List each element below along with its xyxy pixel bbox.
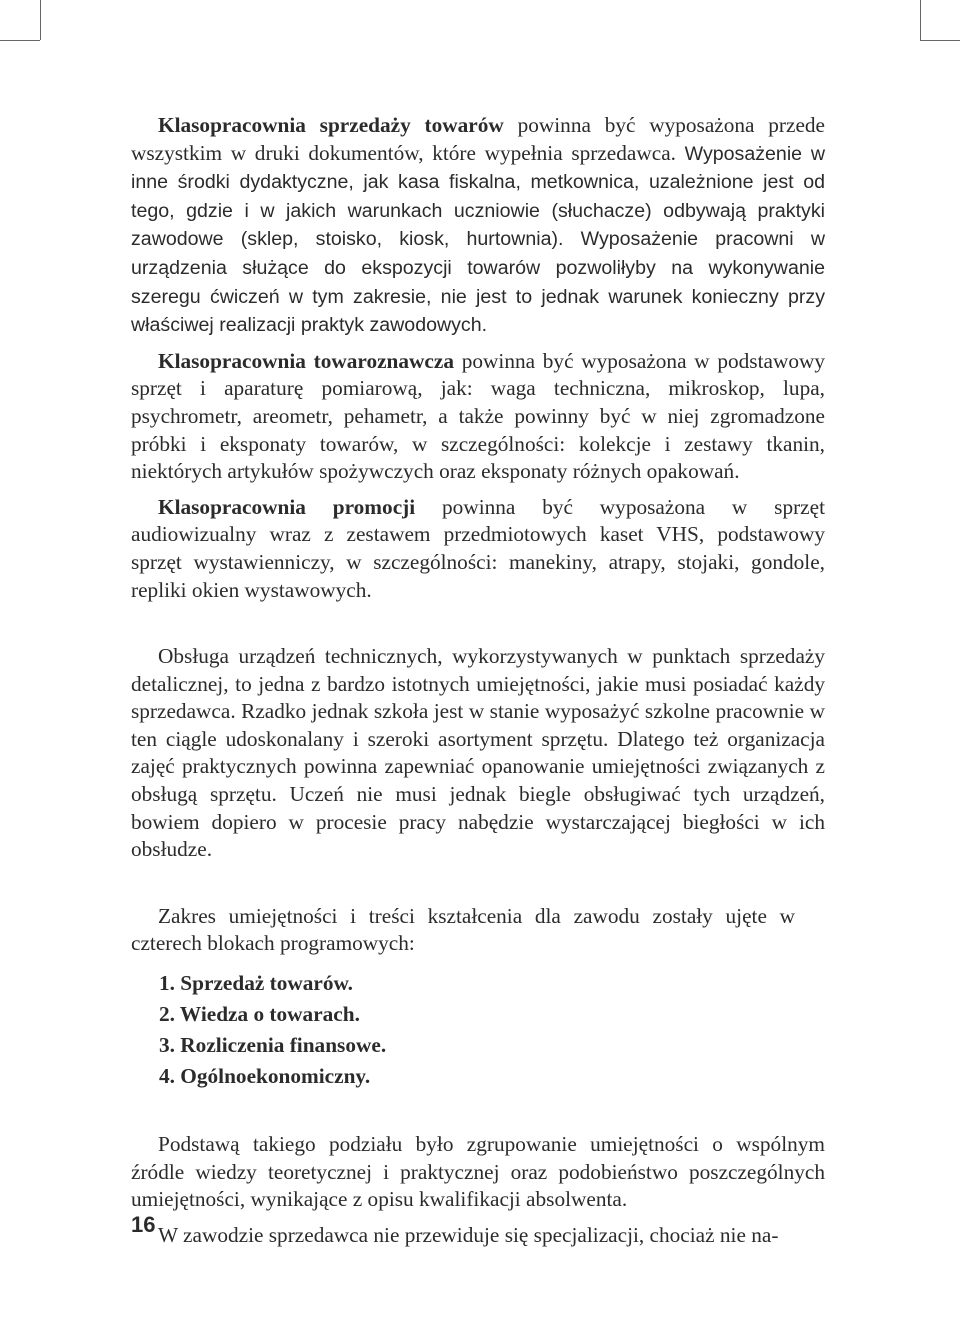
heading-sales-classroom: Klasopracownia sprzedaży towarów <box>158 113 504 137</box>
program-blocks-list <box>131 968 825 1092</box>
page-number: 16 <box>131 1212 156 1237</box>
paragraph-specialization: W zawodzie sprzedawca nie przewiduje się specjalizacji, chociaż nie na- <box>158 1222 779 1247</box>
commodity-classroom-text: powinna być wyposażona w podstawowy sprzęt i aparaturę pomiarową, jak: waga techniczna, mikroskop, lupa, psychrometr, areometr, pehametr, a także powinny być w niej zgromadzone próbki i eksponaty towarów, w szczególności: kolekcje i zestawy tkanin, niektórych artykułów spożywczych oraz eksponaty różnych opakowań. <box>131 348 826 484</box>
crop-mark-top-right-vertical <box>920 0 921 40</box>
heading-commodity-classroom: Klasopracownia towaroznawcza <box>158 348 454 373</box>
list-item: 3. Rozliczenia finansowe. <box>159 1033 387 1058</box>
paragraph-division-basis: Podstawą takiego podziału było zgrupowanie umiejętności o wspólnym źródle wiedzy teoretycznej i praktycznej oraz podobieństwo poszczególnych umiejętności, wynikające z opisu kwalifikacji absolwenta. <box>131 1132 825 1212</box>
sales-classroom-equipment-text: Wyposażenie w inne środki dydaktyczne, jak kasa fiskalna, metkownica, uzależnione jest od tego, gdzie i w jakich warunkach uczniowie (słuchacze) odbywają praktyki zawodowe (sklep, stoisko, kiosk, hurtownia). Wyposażenie pracowni w urządzenia służące do ekspozycji towarów pozwoliłyby na wykonywanie szeregu ćwiczeń w tym zakresie, nie jest to jednak warunek konieczny przy właściwej realizacji praktyk zawodowych. <box>131 142 825 337</box>
paragraph-commodity-classroom <box>131 348 825 486</box>
list-item: 2. Wiedza o towarach. <box>159 1002 360 1027</box>
paragraph-technical-devices: Obsługa urządzeń technicznych, wykorzystywanych w punktach sprzedaży detalicznej, to jedna z bardzo istotnych umiejętności, jakie musi posiadać każdy sprzedawca. Rzadko jednak szkoła jest w stanie wyposażyć szkolne pracownie w ten ciągle udoskonalany i szeroki asortyment sprzętu. Dlatego też organizacja zajęć praktycznych powinna zapewniać opanowanie umiejętności związanych z obsługą sprzętu. Uczeń nie musi jednak biegle obsługiwać tych urządzeń, bowiem dopiero w procesie pracy nabędzie wystarczającej biegłości w ich obsłudze. <box>131 644 825 862</box>
crop-mark-top-right-horizontal <box>920 40 960 41</box>
crop-mark-top-left-horizontal <box>0 40 40 41</box>
paragraph-curriculum-scope: Zakres umiejętności i treści kształcenia dla zawodu zostały ujęte w czterech blokach programowych: <box>131 903 795 956</box>
paragraph-promotion-classroom <box>131 494 825 604</box>
crop-mark-top-left-vertical <box>40 0 41 40</box>
paragraph-sales-classroom <box>131 112 825 340</box>
list-item: 1. Sprzedaż towarów. <box>159 971 354 996</box>
page-body <box>131 112 825 1249</box>
heading-promotion-classroom: Klasopracownia promocji <box>158 494 416 519</box>
promotion-classroom-text: powinna być wyposażona w sprzęt audiowizualny wraz z zestawem przedmiotowych kaset VHS, podstawowy sprzęt wystawienniczy, w szczególności: manekiny, atrapy, stojaki, gondole, repliki okien wystawowych. <box>131 494 826 602</box>
sales-classroom-text: powinna być wyposażona przede wszystkim w druki dokumentów, które wypełnia sprzedawca. <box>131 113 826 165</box>
list-item: 4. Ogólnoekonomiczny. <box>159 1064 371 1089</box>
